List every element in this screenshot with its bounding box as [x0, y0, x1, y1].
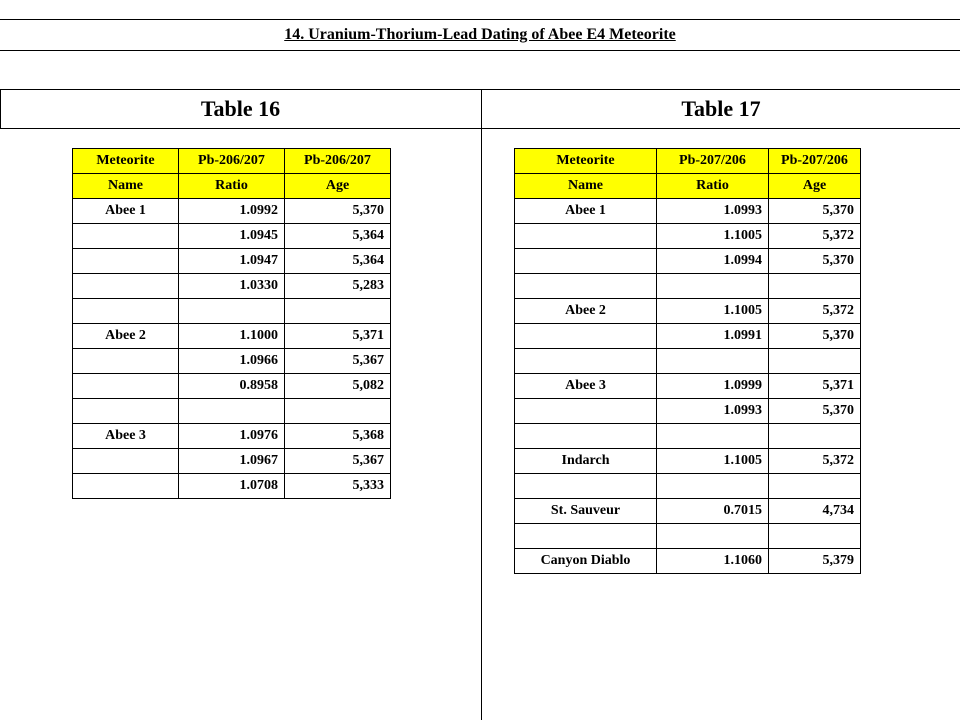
- age-cell: [769, 349, 861, 374]
- table-row: [73, 274, 391, 299]
- age-cell: [769, 424, 861, 449]
- meteorite-name-cell: [73, 349, 179, 374]
- header-cell: Pb-206/207: [179, 149, 285, 174]
- meteorite-name-cell: [73, 474, 179, 499]
- age-cell: 5,333: [285, 474, 391, 499]
- meteorite-name-cell: [73, 274, 179, 299]
- table16: [72, 148, 391, 499]
- table-row: [515, 199, 861, 224]
- table-row: [515, 274, 861, 299]
- header-row: [515, 149, 861, 174]
- meteorite-name-cell: Abee 2: [515, 299, 657, 324]
- ratio-cell: [657, 474, 769, 499]
- ratio-cell: [657, 524, 769, 549]
- ratio-cell: 1.0945: [179, 224, 285, 249]
- table-row: [515, 499, 861, 524]
- table-row: [515, 249, 861, 274]
- age-cell: 5,370: [769, 324, 861, 349]
- ratio-cell: 1.0708: [179, 474, 285, 499]
- ratio-cell: 0.8958: [179, 374, 285, 399]
- ratio-cell: 0.7015: [657, 499, 769, 524]
- meteorite-name-cell: [515, 274, 657, 299]
- table-row: [515, 449, 861, 474]
- meteorite-name-cell: [515, 399, 657, 424]
- meteorite-name-cell: [73, 374, 179, 399]
- ratio-cell: 1.0947: [179, 249, 285, 274]
- table-row: [73, 324, 391, 349]
- meteorite-name-cell: [515, 349, 657, 374]
- age-cell: 5,379: [769, 549, 861, 574]
- ratio-cell: [657, 274, 769, 299]
- meteorite-name-cell: Abee 1: [73, 199, 179, 224]
- table-row: [73, 374, 391, 399]
- table-heading-band: [0, 89, 960, 129]
- document-title: 14. Uranium-Thorium-Lead Dating of Abee E4 Meteorite: [284, 26, 676, 43]
- column-divider: [481, 89, 482, 720]
- ratio-cell: 1.0994: [657, 249, 769, 274]
- ratio-cell: [657, 349, 769, 374]
- age-cell: 5,370: [769, 249, 861, 274]
- table-row: [73, 249, 391, 274]
- meteorite-name-cell: [515, 474, 657, 499]
- ratio-cell: [179, 399, 285, 424]
- header-cell: Ratio: [179, 174, 285, 199]
- table-row: [73, 424, 391, 449]
- meteorite-name-cell: Abee 2: [73, 324, 179, 349]
- table-row: [73, 299, 391, 324]
- ratio-cell: 1.0993: [657, 399, 769, 424]
- age-cell: 5,364: [285, 249, 391, 274]
- age-cell: 5,372: [769, 449, 861, 474]
- age-cell: 5,283: [285, 274, 391, 299]
- age-cell: 5,372: [769, 224, 861, 249]
- table17: [514, 148, 861, 574]
- table-row: [515, 224, 861, 249]
- table-row: [515, 399, 861, 424]
- ratio-cell: [657, 424, 769, 449]
- meteorite-name-cell: St. Sauveur: [515, 499, 657, 524]
- meteorite-name-cell: [73, 449, 179, 474]
- meteorite-name-cell: [73, 249, 179, 274]
- age-cell: 5,370: [285, 199, 391, 224]
- table-row: [515, 349, 861, 374]
- table-row: [515, 374, 861, 399]
- ratio-cell: 1.1005: [657, 299, 769, 324]
- ratio-cell: 1.1000: [179, 324, 285, 349]
- header-cell: Meteorite: [73, 149, 179, 174]
- ratio-cell: 1.0967: [179, 449, 285, 474]
- meteorite-name-cell: Abee 3: [515, 374, 657, 399]
- header-cell: Age: [285, 174, 391, 199]
- meteorite-name-cell: Canyon Diablo: [515, 549, 657, 574]
- header-cell: Pb-206/207: [285, 149, 391, 174]
- meteorite-name-cell: [515, 324, 657, 349]
- table-row: [73, 474, 391, 499]
- meteorite-name-cell: [73, 224, 179, 249]
- age-cell: 5,370: [769, 399, 861, 424]
- header-row: [515, 174, 861, 199]
- ratio-cell: 1.1005: [657, 224, 769, 249]
- header-cell: Meteorite: [515, 149, 657, 174]
- ratio-cell: 1.1005: [657, 449, 769, 474]
- age-cell: 5,082: [285, 374, 391, 399]
- age-cell: 5,368: [285, 424, 391, 449]
- table17-heading: Table 17: [681, 96, 761, 121]
- ratio-cell: 1.0992: [179, 199, 285, 224]
- table-row: [515, 324, 861, 349]
- ratio-cell: 1.1060: [657, 549, 769, 574]
- header-cell: Name: [515, 174, 657, 199]
- age-cell: [769, 274, 861, 299]
- meteorite-name-cell: Indarch: [515, 449, 657, 474]
- table-row: [73, 224, 391, 249]
- age-cell: [769, 474, 861, 499]
- table-row: [515, 549, 861, 574]
- age-cell: [769, 524, 861, 549]
- meteorite-name-cell: Abee 3: [73, 424, 179, 449]
- meteorite-name-cell: [515, 524, 657, 549]
- header-cell: Ratio: [657, 174, 769, 199]
- header-row: [73, 174, 391, 199]
- table16-heading: Table 16: [200, 96, 281, 121]
- ratio-cell: 1.0330: [179, 274, 285, 299]
- age-cell: [285, 399, 391, 424]
- table-row: [73, 449, 391, 474]
- header-cell: Pb-207/206: [657, 149, 769, 174]
- ratio-cell: [179, 299, 285, 324]
- table-row: [515, 299, 861, 324]
- age-cell: 5,364: [285, 224, 391, 249]
- ratio-cell: 1.0976: [179, 424, 285, 449]
- document-title-bar: [0, 19, 960, 51]
- table-row: [73, 349, 391, 374]
- meteorite-name-cell: [73, 399, 179, 424]
- table-row: [73, 199, 391, 224]
- header-row: [73, 149, 391, 174]
- header-cell: Name: [73, 174, 179, 199]
- age-cell: 5,372: [769, 299, 861, 324]
- age-cell: 5,367: [285, 349, 391, 374]
- table-row: [515, 424, 861, 449]
- meteorite-name-cell: [515, 249, 657, 274]
- meteorite-name-cell: Abee 1: [515, 199, 657, 224]
- ratio-cell: 1.0999: [657, 374, 769, 399]
- header-cell: Pb-207/206: [769, 149, 861, 174]
- meteorite-name-cell: [515, 224, 657, 249]
- ratio-cell: 1.0991: [657, 324, 769, 349]
- age-cell: 5,371: [769, 374, 861, 399]
- meteorite-name-cell: [515, 424, 657, 449]
- age-cell: 4,734: [769, 499, 861, 524]
- table-row: [515, 524, 861, 549]
- table-row: [73, 399, 391, 424]
- table-row: [515, 474, 861, 499]
- age-cell: 5,367: [285, 449, 391, 474]
- header-cell: Age: [769, 174, 861, 199]
- age-cell: 5,371: [285, 324, 391, 349]
- meteorite-name-cell: [73, 299, 179, 324]
- age-cell: [285, 299, 391, 324]
- age-cell: 5,370: [769, 199, 861, 224]
- ratio-cell: 1.0993: [657, 199, 769, 224]
- ratio-cell: 1.0966: [179, 349, 285, 374]
